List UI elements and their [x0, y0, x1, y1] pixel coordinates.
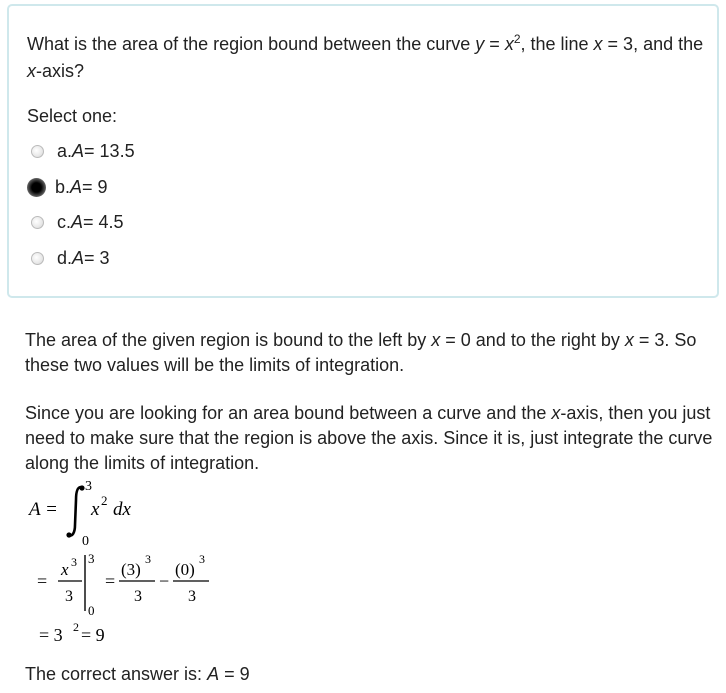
- question-card: [7, 4, 719, 298]
- integral-lhs: A =: [29, 499, 58, 520]
- eval-equals-2: =: [105, 571, 116, 591]
- radio-button-a[interactable]: [31, 145, 44, 158]
- term1-denominator: 3: [134, 588, 142, 605]
- eval-upper-limit: 3: [88, 551, 95, 566]
- result-value: = 9: [81, 625, 105, 645]
- integrand-power: 2: [101, 493, 108, 508]
- integral-solution: [25, 475, 285, 655]
- integrand-dx: dx: [113, 499, 131, 520]
- integral-hook-bottom: [66, 532, 71, 537]
- result-lhs: = 3: [39, 625, 63, 645]
- feedback-paragraph-2: Since you are looking for an area bound between a curve and the x-axis, then you just need to make sure that the region is above the axis. Since it is, just integrate the curve along the limits of integration.: [25, 403, 713, 473]
- integral-solution-svg: [25, 475, 285, 655]
- integral-hook-top: [79, 485, 84, 490]
- eval-frac-numerator-power: 3: [71, 555, 77, 569]
- radio-button-b-selected[interactable]: [27, 178, 46, 197]
- radio-button-d[interactable]: [31, 252, 44, 265]
- feedback-paragraph-1: The area of the given region is bound to the left by x = 0 and to the right by x = 3. So these two values will be the limits of integration.: [25, 330, 697, 375]
- answer-option-b[interactable]: b. A = 9: [27, 175, 108, 199]
- eval-frac-denominator: 3: [65, 588, 73, 605]
- term1-numerator: (3): [121, 560, 141, 579]
- question-text: What is the area of the region bound between the curve $y = x^2$, the line x = 3, and the x-axis?: [27, 32, 704, 81]
- integrand-x: x: [91, 499, 100, 520]
- correct-answer-text: The correct answer is: A = 9: [25, 664, 250, 684]
- integral-lower-limit: 0: [82, 534, 89, 549]
- term2-denominator: 3: [188, 588, 196, 605]
- eval-lower-limit: 0: [88, 603, 95, 618]
- eval-frac-numerator: x: [61, 560, 69, 579]
- minus-sign: −: [159, 571, 170, 591]
- term2-power: 3: [199, 552, 205, 566]
- result-power: 2: [73, 620, 79, 634]
- eval-equals-1: =: [37, 571, 48, 591]
- answer-option-a[interactable]: a. A = 13.5: [27, 139, 135, 163]
- radio-button-c[interactable]: [31, 216, 44, 229]
- term1-power: 3: [145, 552, 151, 566]
- term2-numerator: (0): [175, 560, 195, 579]
- integral-sign-icon: [69, 487, 81, 536]
- select-one-label: Select one:: [27, 106, 118, 126]
- integral-upper-limit: 3: [85, 479, 92, 494]
- answer-option-d[interactable]: d. A = 3: [27, 246, 110, 270]
- answer-option-c[interactable]: c. A = 4.5: [27, 210, 124, 234]
